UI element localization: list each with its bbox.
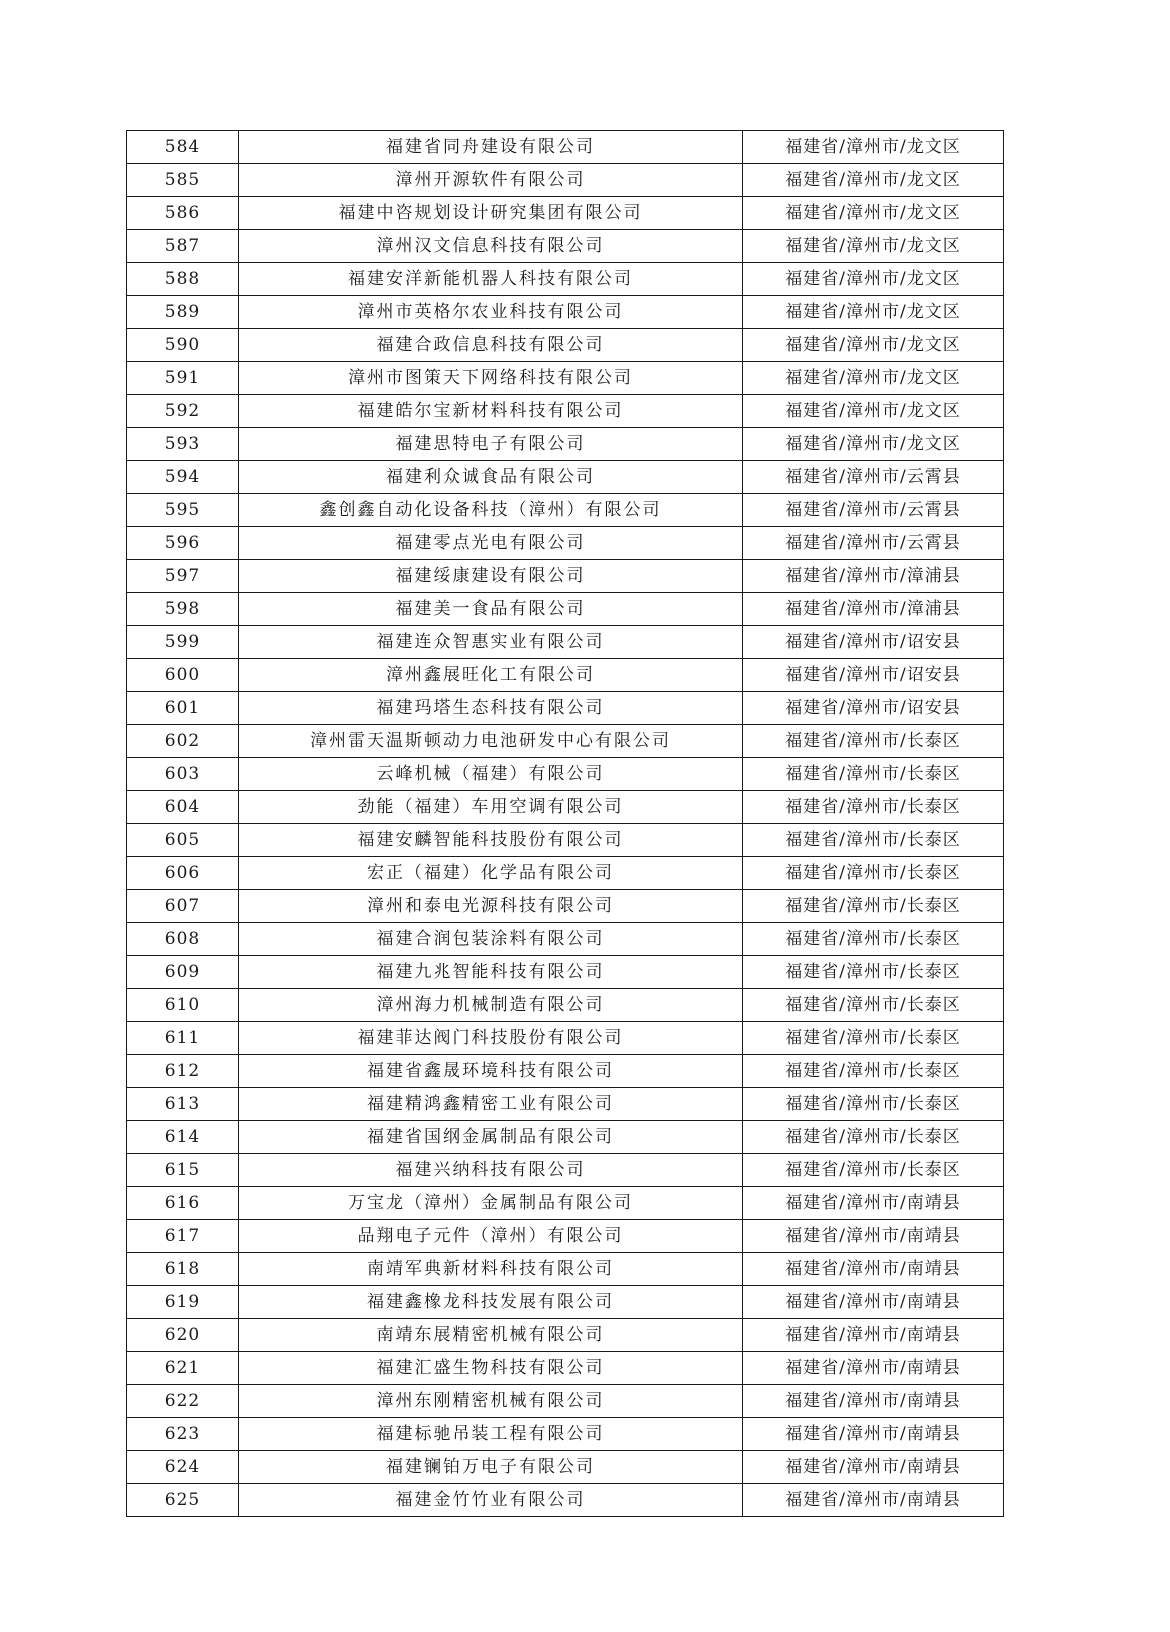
row-number-cell: 606: [127, 857, 239, 890]
region-cell: 福建省/漳州市/龙文区: [743, 395, 1004, 428]
row-number-cell: 584: [127, 131, 239, 164]
company-list-table: [126, 130, 1004, 1517]
company-name-cell: 云峰机械（福建）有限公司: [239, 758, 743, 791]
region-cell: 福建省/漳州市/龙文区: [743, 362, 1004, 395]
region-cell: 福建省/漳州市/南靖县: [743, 1187, 1004, 1220]
row-number-cell: 609: [127, 956, 239, 989]
company-name-cell: 福建安洋新能机器人科技有限公司: [239, 263, 743, 296]
region-cell: 福建省/漳州市/长泰区: [743, 1022, 1004, 1055]
table-row: [127, 692, 1004, 725]
table-row: [127, 395, 1004, 428]
table-row: [127, 1319, 1004, 1352]
region-cell: 福建省/漳州市/南靖县: [743, 1253, 1004, 1286]
table-row: [127, 296, 1004, 329]
company-name-cell: 品翔电子元件（漳州）有限公司: [239, 1220, 743, 1253]
row-number-cell: 588: [127, 263, 239, 296]
company-name-cell: 漳州雷天温斯顿动力电池研发中心有限公司: [239, 725, 743, 758]
region-cell: 福建省/漳州市/龙文区: [743, 329, 1004, 362]
region-cell: 福建省/漳州市/龙文区: [743, 164, 1004, 197]
row-number-cell: 599: [127, 626, 239, 659]
table-row: [127, 1352, 1004, 1385]
region-cell: 福建省/漳州市/南靖县: [743, 1352, 1004, 1385]
region-cell: 福建省/漳州市/南靖县: [743, 1286, 1004, 1319]
table-row: [127, 164, 1004, 197]
row-number-cell: 624: [127, 1451, 239, 1484]
table-row: [127, 461, 1004, 494]
table-row: [127, 758, 1004, 791]
row-number-cell: 600: [127, 659, 239, 692]
company-name-cell: 福建九兆智能科技有限公司: [239, 956, 743, 989]
company-name-cell: 福建省同舟建设有限公司: [239, 131, 743, 164]
company-name-cell: 福建汇盛生物科技有限公司: [239, 1352, 743, 1385]
table-row: [127, 1121, 1004, 1154]
region-cell: 福建省/漳州市/南靖县: [743, 1418, 1004, 1451]
company-name-cell: 福建鑫橡龙科技发展有限公司: [239, 1286, 743, 1319]
company-name-cell: 漳州东刚精密机械有限公司: [239, 1385, 743, 1418]
region-cell: 福建省/漳州市/龙文区: [743, 428, 1004, 461]
table-row: [127, 1055, 1004, 1088]
company-name-cell: 福建零点光电有限公司: [239, 527, 743, 560]
company-name-cell: 福建中咨规划设计研究集团有限公司: [239, 197, 743, 230]
table-row: [127, 197, 1004, 230]
company-name-cell: 福建合政信息科技有限公司: [239, 329, 743, 362]
region-cell: 福建省/漳州市/云霄县: [743, 527, 1004, 560]
table-row: [127, 956, 1004, 989]
region-cell: 福建省/漳州市/云霄县: [743, 494, 1004, 527]
region-cell: 福建省/漳州市/龙文区: [743, 263, 1004, 296]
table-row: [127, 1253, 1004, 1286]
table-row: [127, 1022, 1004, 1055]
region-cell: 福建省/漳州市/长泰区: [743, 989, 1004, 1022]
region-cell: 福建省/漳州市/长泰区: [743, 824, 1004, 857]
region-cell: 福建省/漳州市/南靖县: [743, 1484, 1004, 1517]
row-number-cell: 586: [127, 197, 239, 230]
region-cell: 福建省/漳州市/诏安县: [743, 659, 1004, 692]
region-cell: 福建省/漳州市/长泰区: [743, 857, 1004, 890]
region-cell: 福建省/漳州市/云霄县: [743, 461, 1004, 494]
table-row: [127, 791, 1004, 824]
row-number-cell: 617: [127, 1220, 239, 1253]
row-number-cell: 605: [127, 824, 239, 857]
company-name-cell: 福建合润包装涂料有限公司: [239, 923, 743, 956]
row-number-cell: 603: [127, 758, 239, 791]
company-name-cell: 劲能（福建）车用空调有限公司: [239, 791, 743, 824]
region-cell: 福建省/漳州市/长泰区: [743, 1055, 1004, 1088]
company-name-cell: 漳州汉文信息科技有限公司: [239, 230, 743, 263]
table-row: [127, 131, 1004, 164]
table-row: [127, 263, 1004, 296]
table-row: [127, 362, 1004, 395]
row-number-cell: 625: [127, 1484, 239, 1517]
region-cell: 福建省/漳州市/龙文区: [743, 296, 1004, 329]
table-row: [127, 626, 1004, 659]
company-name-cell: 漳州和泰电光源科技有限公司: [239, 890, 743, 923]
row-number-cell: 598: [127, 593, 239, 626]
company-name-cell: 福建玛塔生态科技有限公司: [239, 692, 743, 725]
row-number-cell: 594: [127, 461, 239, 494]
company-name-cell: 福建精鸿鑫精密工业有限公司: [239, 1088, 743, 1121]
region-cell: 福建省/漳州市/龙文区: [743, 197, 1004, 230]
company-name-cell: 福建安麟智能科技股份有限公司: [239, 824, 743, 857]
table-row: [127, 1154, 1004, 1187]
table-row: [127, 890, 1004, 923]
region-cell: 福建省/漳州市/长泰区: [743, 956, 1004, 989]
company-name-cell: 福建美一食品有限公司: [239, 593, 743, 626]
company-name-cell: 南靖军典新材料科技有限公司: [239, 1253, 743, 1286]
company-name-cell: 福建镧铂万电子有限公司: [239, 1451, 743, 1484]
row-number-cell: 597: [127, 560, 239, 593]
company-name-cell: 福建金竹竹业有限公司: [239, 1484, 743, 1517]
row-number-cell: 616: [127, 1187, 239, 1220]
table-row: [127, 230, 1004, 263]
region-cell: 福建省/漳州市/长泰区: [743, 1121, 1004, 1154]
region-cell: 福建省/漳州市/南靖县: [743, 1451, 1004, 1484]
region-cell: 福建省/漳州市/南靖县: [743, 1220, 1004, 1253]
row-number-cell: 604: [127, 791, 239, 824]
company-name-cell: 漳州海力机械制造有限公司: [239, 989, 743, 1022]
region-cell: 福建省/漳州市/长泰区: [743, 725, 1004, 758]
company-name-cell: 福建皓尔宝新材料科技有限公司: [239, 395, 743, 428]
table-row: [127, 857, 1004, 890]
region-cell: 福建省/漳州市/长泰区: [743, 923, 1004, 956]
row-number-cell: 587: [127, 230, 239, 263]
region-cell: 福建省/漳州市/长泰区: [743, 758, 1004, 791]
row-number-cell: 596: [127, 527, 239, 560]
table-row: [127, 1385, 1004, 1418]
row-number-cell: 618: [127, 1253, 239, 1286]
table-row: [127, 1484, 1004, 1517]
row-number-cell: 607: [127, 890, 239, 923]
company-name-cell: 漳州市图策天下网络科技有限公司: [239, 362, 743, 395]
row-number-cell: 585: [127, 164, 239, 197]
row-number-cell: 613: [127, 1088, 239, 1121]
region-cell: 福建省/漳州市/漳浦县: [743, 560, 1004, 593]
row-number-cell: 592: [127, 395, 239, 428]
row-number-cell: 619: [127, 1286, 239, 1319]
table-row: [127, 527, 1004, 560]
row-number-cell: 593: [127, 428, 239, 461]
table-row: [127, 494, 1004, 527]
row-number-cell: 608: [127, 923, 239, 956]
company-name-cell: 漳州市英格尔农业科技有限公司: [239, 296, 743, 329]
company-name-cell: 福建省鑫晟环境科技有限公司: [239, 1055, 743, 1088]
region-cell: 福建省/漳州市/诏安县: [743, 626, 1004, 659]
row-number-cell: 601: [127, 692, 239, 725]
company-name-cell: 福建菲达阀门科技股份有限公司: [239, 1022, 743, 1055]
company-name-cell: 福建利众诚食品有限公司: [239, 461, 743, 494]
company-name-cell: 漳州开源软件有限公司: [239, 164, 743, 197]
table-body: [127, 131, 1004, 1517]
region-cell: 福建省/漳州市/长泰区: [743, 890, 1004, 923]
row-number-cell: 610: [127, 989, 239, 1022]
region-cell: 福建省/漳州市/长泰区: [743, 791, 1004, 824]
region-cell: 福建省/漳州市/漳浦县: [743, 593, 1004, 626]
company-name-cell: 福建省国纲金属制品有限公司: [239, 1121, 743, 1154]
company-name-cell: 宏正（福建）化学品有限公司: [239, 857, 743, 890]
table-row: [127, 428, 1004, 461]
region-cell: 福建省/漳州市/长泰区: [743, 1088, 1004, 1121]
company-name-cell: 福建标驰吊装工程有限公司: [239, 1418, 743, 1451]
row-number-cell: 615: [127, 1154, 239, 1187]
company-name-cell: 南靖东展精密机械有限公司: [239, 1319, 743, 1352]
row-number-cell: 623: [127, 1418, 239, 1451]
table-row: [127, 1088, 1004, 1121]
company-name-cell: 福建兴纳科技有限公司: [239, 1154, 743, 1187]
region-cell: 福建省/漳州市/长泰区: [743, 1154, 1004, 1187]
table-row: [127, 1220, 1004, 1253]
row-number-cell: 612: [127, 1055, 239, 1088]
region-cell: 福建省/漳州市/龙文区: [743, 131, 1004, 164]
region-cell: 福建省/漳州市/南靖县: [743, 1385, 1004, 1418]
row-number-cell: 589: [127, 296, 239, 329]
row-number-cell: 602: [127, 725, 239, 758]
company-name-cell: 漳州鑫展旺化工有限公司: [239, 659, 743, 692]
table-row: [127, 989, 1004, 1022]
table-row: [127, 593, 1004, 626]
row-number-cell: 622: [127, 1385, 239, 1418]
table-row: [127, 329, 1004, 362]
company-name-cell: 万宝龙（漳州）金属制品有限公司: [239, 1187, 743, 1220]
row-number-cell: 590: [127, 329, 239, 362]
region-cell: 福建省/漳州市/龙文区: [743, 230, 1004, 263]
table-row: [127, 659, 1004, 692]
table-row: [127, 560, 1004, 593]
row-number-cell: 614: [127, 1121, 239, 1154]
table-row: [127, 1187, 1004, 1220]
region-cell: 福建省/漳州市/南靖县: [743, 1319, 1004, 1352]
company-name-cell: 福建连众智惠实业有限公司: [239, 626, 743, 659]
table-row: [127, 923, 1004, 956]
table-row: [127, 824, 1004, 857]
row-number-cell: 621: [127, 1352, 239, 1385]
row-number-cell: 611: [127, 1022, 239, 1055]
row-number-cell: 620: [127, 1319, 239, 1352]
table-row: [127, 725, 1004, 758]
company-name-cell: 福建绥康建设有限公司: [239, 560, 743, 593]
row-number-cell: 595: [127, 494, 239, 527]
company-name-cell: 福建思特电子有限公司: [239, 428, 743, 461]
row-number-cell: 591: [127, 362, 239, 395]
table-row: [127, 1286, 1004, 1319]
company-name-cell: 鑫创鑫自动化设备科技（漳州）有限公司: [239, 494, 743, 527]
table-row: [127, 1451, 1004, 1484]
table-row: [127, 1418, 1004, 1451]
region-cell: 福建省/漳州市/诏安县: [743, 692, 1004, 725]
